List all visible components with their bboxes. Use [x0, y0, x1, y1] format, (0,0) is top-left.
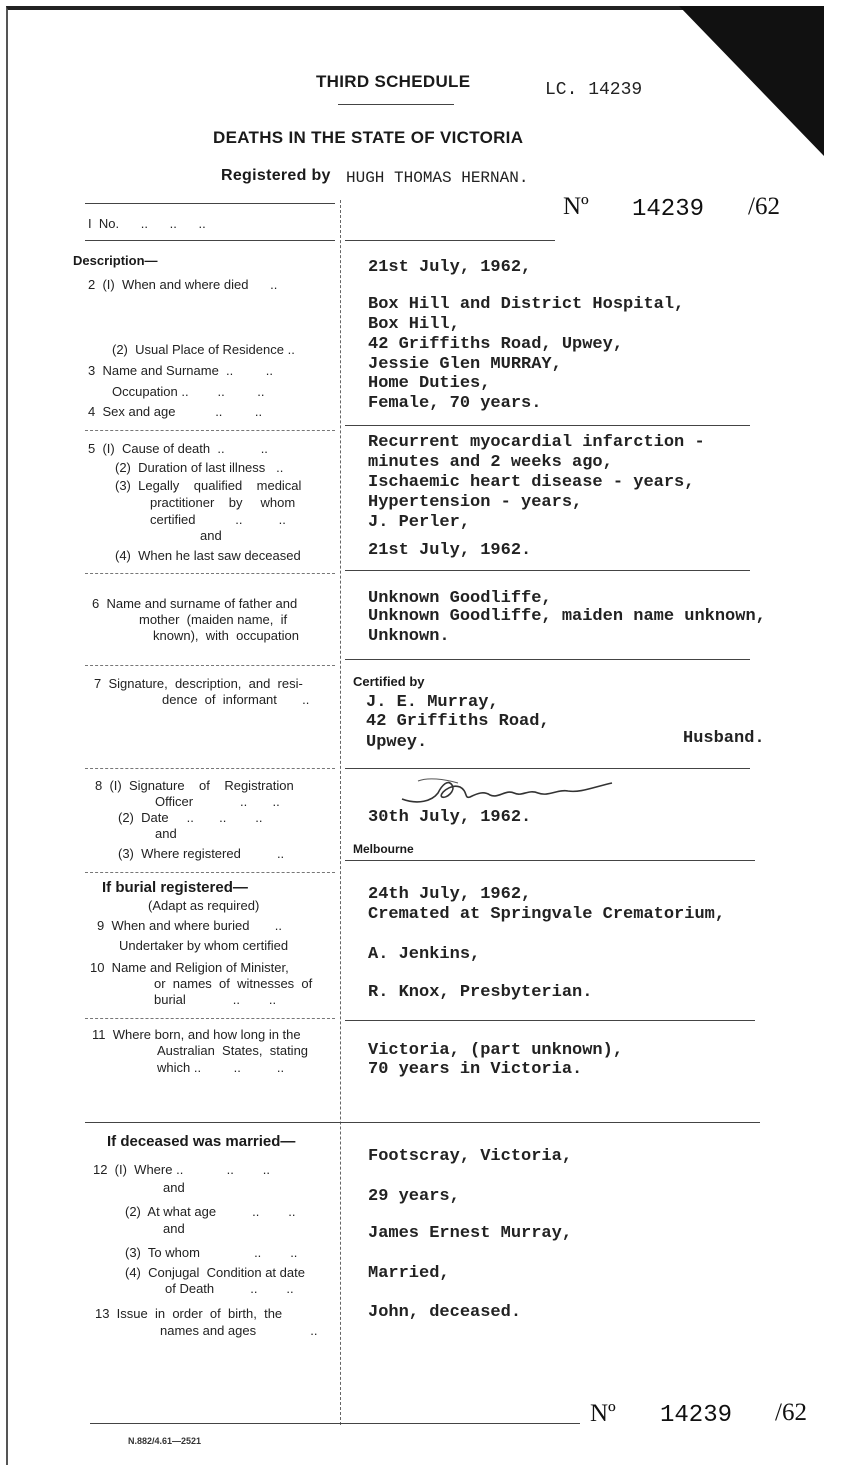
rule	[85, 872, 335, 873]
label-minister: 10 Name and Religion of Minister,	[90, 960, 289, 975]
label-conjugal-condition: (4) Conjugal Condition at date	[125, 1265, 305, 1280]
label-issue: 13 Issue in order of birth, the	[95, 1306, 283, 1321]
entry-sex-age: Female, 70 years.	[368, 394, 542, 413]
entry-parents-occupation: Unknown.	[368, 627, 450, 646]
registrar-name: HUGH THOMAS HERNAN.	[346, 169, 529, 187]
label-medical-practitioner: (3) Legally qualified medical	[115, 478, 302, 493]
label-no: I No. .. .. ..	[88, 216, 206, 231]
entry-died-date: 21st July, 1962,	[368, 258, 532, 277]
label-duration-illness: (2) Duration of last illness ..	[115, 460, 284, 475]
label-date: (2) Date .. .. ..	[118, 810, 263, 825]
label-informant: 7 Signature, description, and resi-	[94, 676, 303, 691]
label-name-surname: 3 Name and Surname .. ..	[88, 363, 273, 378]
entry-cause-2: minutes and 2 weeks ago,	[368, 453, 613, 472]
entry-mother: Unknown Goodliffe, maiden name unknown,	[368, 607, 766, 626]
label-marriage-where: 12 (I) Where .. .. ..	[93, 1162, 270, 1177]
rule	[345, 1020, 755, 1021]
entry-name: Jessie Glen MURRAY,	[368, 355, 562, 374]
label-names-ages: names and ages ..	[160, 1323, 318, 1338]
label-sex-age: 4 Sex and age .. ..	[88, 404, 263, 419]
column-divider	[340, 200, 341, 1425]
entry-registration-date: 30th July, 1962.	[368, 808, 532, 827]
form-code: N.882/4.61—2521	[128, 1436, 202, 1446]
entry-minister: R. Knox, Presbyterian.	[368, 983, 593, 1002]
entry-cause-4: Hypertension - years,	[368, 493, 583, 512]
label-occupation: Occupation .. .. ..	[112, 384, 265, 399]
rule	[85, 768, 335, 769]
label-undertaker: Undertaker by whom certified	[119, 938, 289, 953]
entry-informant-relationship: Husband.	[683, 729, 765, 748]
entry-years-in-state: 70 years in Victoria.	[368, 1060, 583, 1079]
label-witnesses: or names of witnesses of	[154, 976, 313, 991]
label-marriage-to-whom: (3) To whom .. ..	[125, 1245, 298, 1260]
label-marriage-age: (2) At what age .. ..	[125, 1204, 296, 1219]
label-which: which .. .. ..	[157, 1060, 285, 1075]
label-when-where-buried: 9 When and where buried ..	[97, 918, 282, 933]
footer-number-prefix: Nº	[590, 1400, 616, 1427]
entry-undertaker: A. Jenkins,	[368, 945, 481, 964]
label-and: and	[200, 528, 222, 543]
label-burial-section: If burial registered—	[102, 879, 248, 896]
label-officer: Officer .. ..	[155, 794, 280, 809]
label-where-born: 11 Where born, and how long in the	[92, 1027, 301, 1042]
label-practitioner-by-whom: practitioner by whom	[150, 495, 296, 510]
entry-registration-place: Melbourne	[353, 842, 414, 856]
rule	[345, 768, 750, 769]
entry-died-place: Box Hill and District Hospital,	[368, 295, 685, 314]
rule	[85, 1122, 760, 1123]
entry-issue: John, deceased.	[368, 1303, 522, 1322]
entry-born-place: Victoria, (part unknown),	[368, 1041, 624, 1060]
label-burial: burial .. ..	[154, 992, 277, 1007]
entry-died-place-2: Box Hill,	[368, 315, 460, 334]
entry-informant-name: J. E. Murray,	[366, 693, 499, 712]
entry-burial-date: 24th July, 1962,	[368, 885, 532, 904]
document-title: DEATHS IN THE STATE OF VICTORIA	[213, 128, 524, 147]
label-and: and	[163, 1180, 185, 1195]
rule	[345, 240, 555, 241]
schedule-title: THIRD SCHEDULE	[316, 72, 471, 91]
label-mother: mother (maiden name, if	[139, 612, 288, 627]
label-and: and	[155, 826, 177, 841]
label-informant-residence: dence of informant ..	[162, 692, 310, 707]
rule	[85, 573, 335, 574]
title-underline	[338, 104, 454, 105]
entry-certifier: J. Perler,	[368, 513, 471, 532]
label-last-saw-deceased: (4) When he last saw deceased	[115, 548, 301, 563]
entry-occupation: Home Duties,	[368, 374, 491, 393]
folded-corner	[679, 6, 824, 156]
label-australian-states: Australian States, stating	[157, 1043, 309, 1058]
label-certified: certified .. ..	[150, 512, 286, 527]
certified-by-label: Certified by	[353, 674, 425, 689]
footer-certificate-year: /62	[775, 1399, 807, 1426]
label-cause-of-death: 5 (I) Cause of death .. ..	[88, 441, 268, 456]
rule	[90, 1423, 580, 1424]
label-adapt-as-required: (Adapt as required)	[148, 898, 260, 913]
entry-burial-place: Cremated at Springvale Crematorium,	[368, 905, 726, 924]
reference-number: LC. 14239	[545, 80, 643, 100]
entry-spouse: James Ernest Murray,	[368, 1224, 573, 1243]
registered-by-label: Registered by	[221, 167, 331, 184]
rule	[85, 430, 335, 431]
rule	[345, 659, 750, 660]
label-married-section: If deceased was married—	[107, 1133, 296, 1150]
certificate-year: /62	[748, 193, 780, 220]
label-registration-signature: 8 (I) Signature of Registration	[95, 778, 294, 793]
label-when-where-died: 2 (I) When and where died ..	[88, 277, 278, 292]
number-prefix: Nº	[563, 193, 589, 220]
rule	[85, 240, 335, 241]
label-description: Description—	[73, 253, 158, 268]
entry-informant-address: 42 Griffiths Road,	[366, 712, 550, 731]
rule	[345, 425, 750, 426]
label-where-registered: (3) Where registered ..	[118, 846, 285, 861]
label-of-death: of Death .. ..	[165, 1281, 294, 1296]
entry-informant-town: Upwey.	[366, 733, 428, 752]
entry-marriage-age: 29 years,	[368, 1187, 460, 1206]
certificate-number: 14239	[632, 196, 705, 223]
rule	[345, 860, 755, 861]
entry-marriage-place: Footscray, Victoria,	[368, 1147, 573, 1166]
label-known-occupation: known), with occupation	[153, 628, 299, 643]
rule	[85, 203, 335, 204]
entry-residence: 42 Griffiths Road, Upwey,	[368, 335, 624, 354]
label-usual-residence: (2) Usual Place of Residence ..	[112, 342, 295, 357]
entry-father: Unknown Goodliffe,	[368, 589, 552, 608]
rule	[345, 570, 750, 571]
entry-cause-3: Ischaemic heart disease - years,	[368, 473, 695, 492]
entry-last-seen: 21st July, 1962.	[368, 541, 532, 560]
footer-certificate-number: 14239	[660, 1402, 733, 1429]
label-parents: 6 Name and surname of father and	[92, 596, 298, 611]
entry-cause-1: Recurrent myocardial infarction -	[368, 433, 705, 452]
rule	[85, 1018, 335, 1019]
rule	[85, 665, 335, 666]
label-and: and	[163, 1221, 185, 1236]
entry-conjugal-condition: Married,	[368, 1264, 450, 1283]
